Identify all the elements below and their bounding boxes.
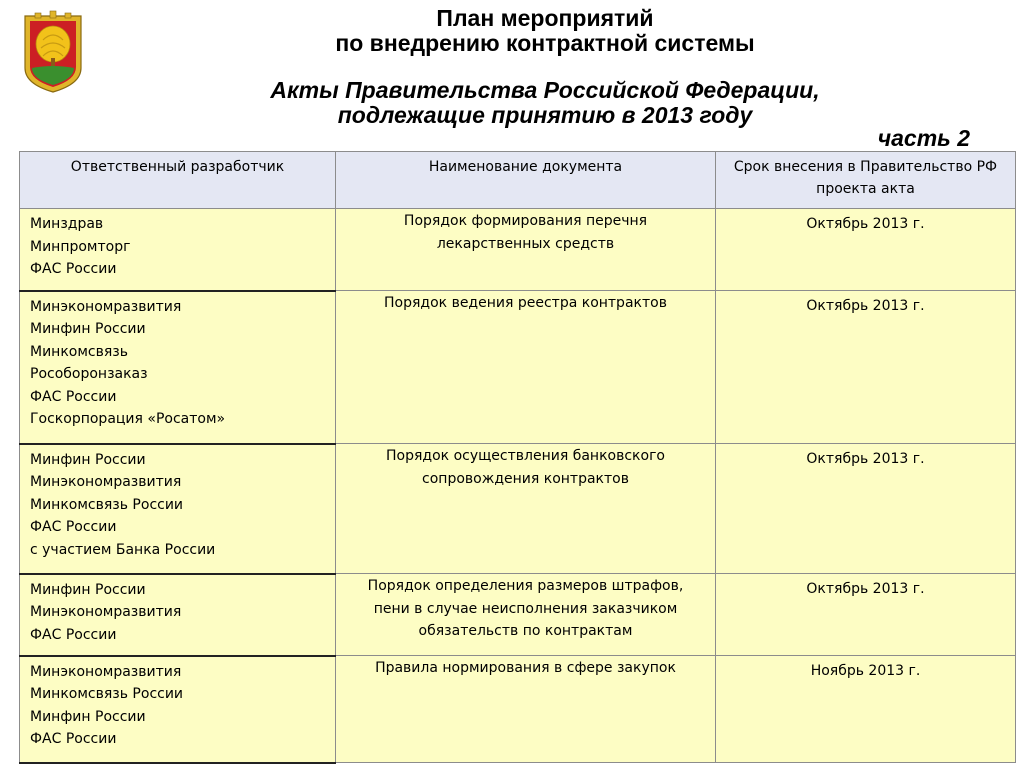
developer-name: ФАС России <box>30 388 117 405</box>
document-line: Порядок осуществления банковского <box>386 448 665 464</box>
developer-name: с участием Банка России <box>30 541 216 558</box>
document-line: Порядок ведения реестра контрактов <box>384 295 667 311</box>
table-header-row <box>20 152 1016 209</box>
developer-name: ФАС России <box>30 626 117 643</box>
developer-cell <box>20 209 336 291</box>
developer-name: Рособоронзаказ <box>30 366 148 382</box>
deadline-cell: Октябрь 2013 г. <box>716 444 1016 574</box>
document-line: пени в случае неисполнения заказчиком <box>373 600 678 617</box>
document-line: Правила нормирования в сфере закупок <box>375 660 676 676</box>
document-line: сопровождения контрактов <box>422 470 629 487</box>
document-line: обязательств по контрактам <box>418 623 633 639</box>
developer-name: Минфин России <box>30 708 146 725</box>
table-row <box>20 209 1016 291</box>
developer-name: Минкомсвязь России <box>30 496 184 513</box>
table-row <box>20 574 1016 656</box>
developer-name: Минэкономразвития <box>30 474 182 490</box>
title-line-1: План мероприятий <box>436 5 654 31</box>
developer-name: Минпромторг <box>30 238 131 255</box>
developer-name: ФАС России <box>30 261 117 277</box>
developer-name: Минфин России <box>30 451 146 468</box>
developer-cell <box>20 574 336 656</box>
document-cell <box>336 574 716 656</box>
column-header-document: Наименование документа <box>336 152 716 209</box>
deadline-cell: Октябрь 2013 г. <box>716 291 1016 444</box>
subtitle-line-2: подлежащие принятию в 2013 году <box>337 102 753 128</box>
column-header-developer: Ответственный разработчик <box>20 152 336 209</box>
developer-name: Минкомсвязь <box>30 343 128 360</box>
deadline-cell: Октябрь 2013 г. <box>716 574 1016 656</box>
coat-of-arms-emblem <box>21 10 85 94</box>
page-subtitle <box>200 78 890 128</box>
acts-table <box>19 151 1016 764</box>
document-line: Порядок определения размеров штрафов, <box>367 578 684 594</box>
document-line: лекарственных средств <box>436 235 615 252</box>
developer-name: Минздрав <box>30 216 104 232</box>
developer-name: ФАС России <box>30 519 117 535</box>
developer-name: Минкомсвязь России <box>30 686 184 702</box>
developer-name: ФАС России <box>30 731 117 747</box>
developer-name: Госкорпорация «Росатом» <box>30 411 226 427</box>
developer-name: Минэкономразвития <box>30 604 182 620</box>
developer-name: Минэкономразвития <box>30 663 182 680</box>
deadline-cell: Октябрь 2013 г. <box>716 209 1016 291</box>
document-cell <box>336 444 716 574</box>
developer-cell <box>20 444 336 574</box>
column-header-deadline: Срок внесения в Правительство РФ проекта акта <box>716 152 1016 209</box>
table-row <box>20 656 1016 763</box>
developer-name: Минфин России <box>30 321 146 337</box>
document-line: Порядок формирования перечня <box>403 213 648 229</box>
document-cell <box>336 291 716 444</box>
table-row <box>20 291 1016 444</box>
title-line-2: по внедрению контрактной системы <box>335 30 755 56</box>
subtitle-line-1: Акты Правительства Российской Федерации, <box>270 77 820 103</box>
part-label: часть 2 <box>877 125 970 151</box>
developer-name: Минфин России <box>30 581 146 598</box>
table-row <box>20 444 1016 574</box>
deadline-cell: Ноябрь 2013 г. <box>716 656 1016 763</box>
document-cell <box>336 656 716 763</box>
developer-cell <box>20 291 336 444</box>
page-title <box>200 6 890 56</box>
developer-cell <box>20 656 336 763</box>
document-cell <box>336 209 716 291</box>
developer-name: Минэкономразвития <box>30 298 182 315</box>
